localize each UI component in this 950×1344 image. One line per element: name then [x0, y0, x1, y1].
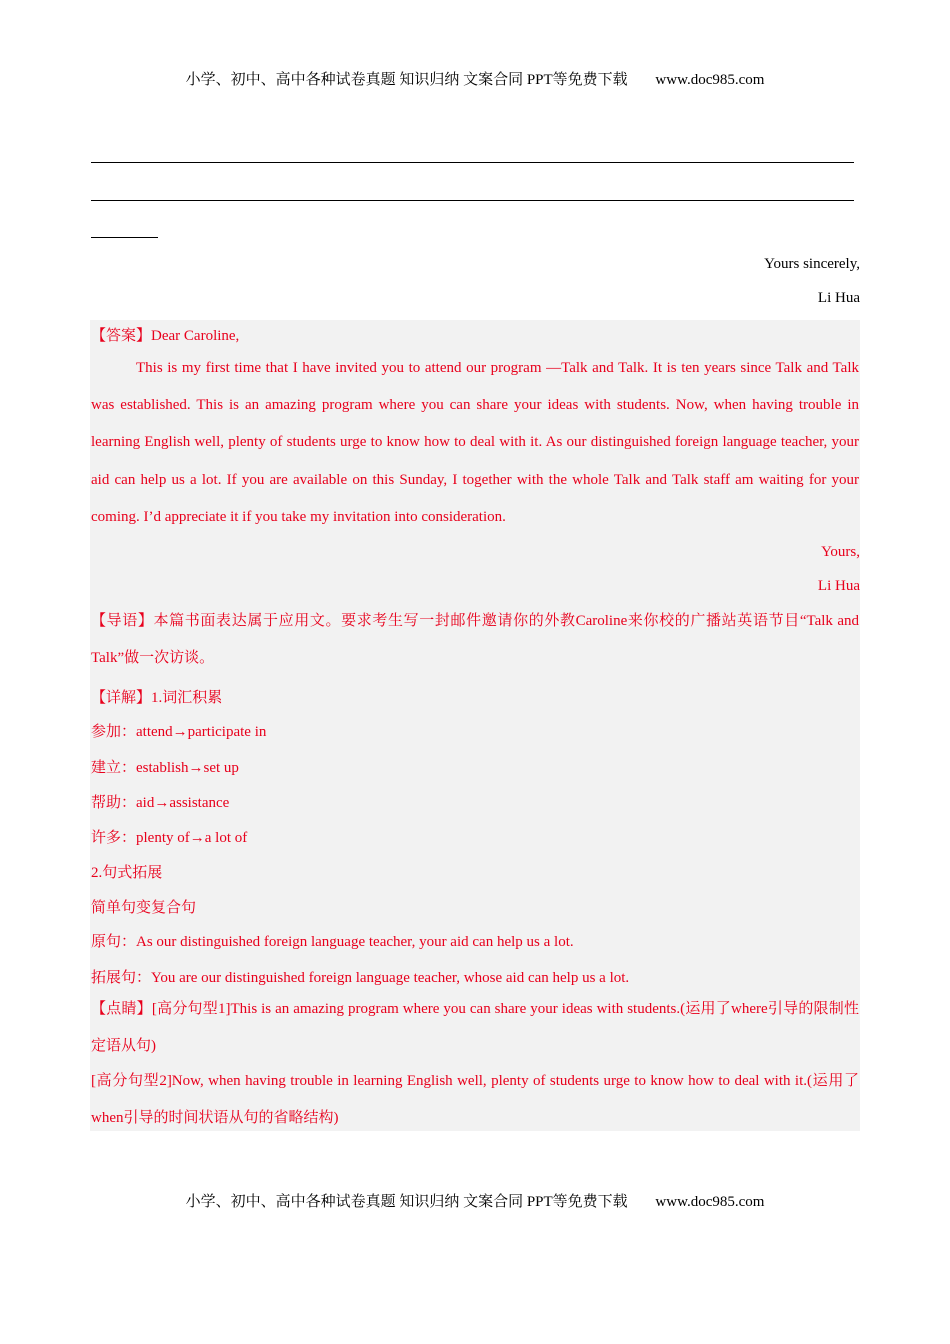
- highlight-item-1: [91, 991, 859, 1065]
- vocab-item: 帮助：aid→assistance: [91, 795, 230, 811]
- vocab-item: 建立：establish→set up: [91, 760, 239, 776]
- vocab-item: 许多：plenty of→a lot of: [91, 830, 248, 846]
- guide-paragraph: [91, 603, 859, 677]
- answer-signature: Li Hua: [817, 578, 860, 594]
- answer-greeting-line: [91, 324, 239, 345]
- answer-blank-line: [91, 162, 854, 163]
- header-text: 小学、初中、高中各种试卷真题 知识归纳 文案合同 PPT等免费下载: [185, 72, 628, 88]
- highlight-text-1: [高分句型1]This is an amazing program where you can share your ideas with students.(运用了where引导的限制性定语从句): [91, 1001, 859, 1055]
- highlight-item-2: [高分句型2]Now, when having trouble in learning English well, plenty of students urge to know how to deal with it.(运用了when引导的时间状语从句的省略结构): [91, 1073, 859, 1127]
- vocab-item: 参加：attend→participate in: [91, 724, 267, 740]
- answer-blank-line: [91, 237, 158, 238]
- footer-url[interactable]: www.doc985.com: [655, 1194, 765, 1210]
- answer-section: [90, 320, 860, 1131]
- answer-greeting: Dear Caroline,: [151, 328, 240, 344]
- letter-signature: Li Hua: [817, 290, 860, 306]
- page-footer: [0, 1190, 950, 1211]
- guide-label: 【导语】: [91, 613, 154, 629]
- page-header: [0, 68, 950, 89]
- answer-label: 【答案】: [91, 328, 152, 344]
- answer-body: This is my first time that I have invited you to attend our program —Talk and Talk. It is ten years since Talk and Talk was established. This is an amazing program where you can share your ideas with students. Now, when having trouble in learning English well, plenty of students urge to know how to deal with it. As our distinguished foreign language teacher, your aid can help us a lot. If you are available on this Sunday, I together with the whole Talk and Talk staff am waiting for your coming. I’d appreciate it if you take my invitation into consideration.: [91, 360, 859, 525]
- footer-text: 小学、初中、高中各种试卷真题 知识归纳 文案合同 PPT等免费下载: [185, 1194, 628, 1210]
- answer-blank-line: [91, 200, 854, 201]
- letter-sign-off: Yours sincerely,: [764, 256, 860, 272]
- sentence-heading: 2.句式拓展: [91, 865, 163, 881]
- sentence-subheading: 简单句变复合句: [91, 900, 197, 916]
- original-sentence: 原句：As our distinguished foreign language teacher, your aid can help us a lot.: [91, 934, 574, 950]
- highlight-label: 【点睛】: [91, 1001, 152, 1017]
- expanded-sentence: 拓展句：You are our distinguished foreign language teacher, whose aid can help us a lot.: [91, 970, 630, 986]
- guide-text: 本篇书面表达属于应用文。要求考生写一封邮件邀请你的外教Caroline来你校的广播站英语节目“Talk and Talk”做一次访谈。: [91, 613, 859, 667]
- detail-label: 【详解】: [91, 690, 152, 706]
- vocab-heading: 1.词汇积累: [151, 690, 223, 706]
- answer-sign-off: Yours,: [821, 544, 860, 560]
- header-url[interactable]: www.doc985.com: [655, 72, 765, 88]
- detail-heading-line: [91, 686, 222, 707]
